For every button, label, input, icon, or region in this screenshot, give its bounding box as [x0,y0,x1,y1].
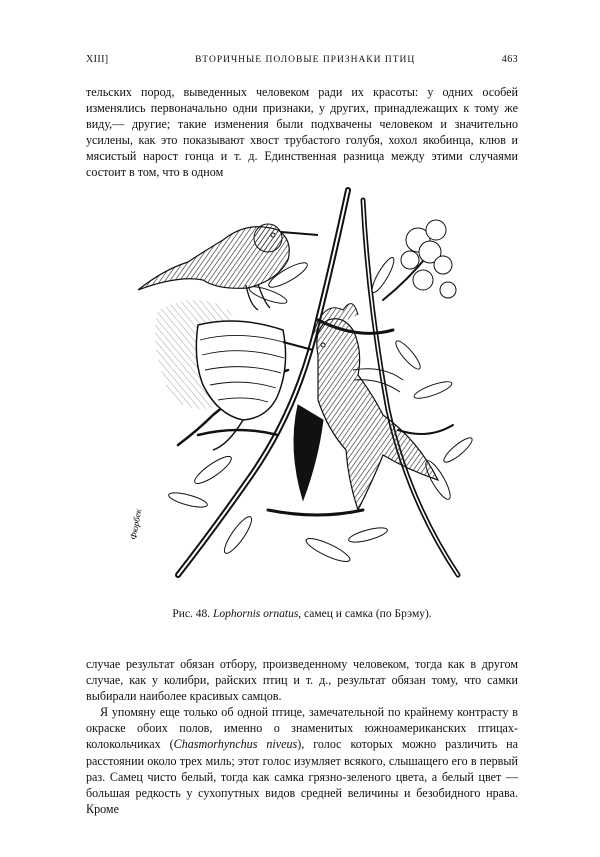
caption-prefix: Рис. 48. [172,608,211,620]
paragraph-2-start: Я упомяну еще только об одной птице, замечательной по крайнему контрасту в окраске обоих полов, именно о знаменитых южноамериканских птицах-колокольчиках ( [86,705,518,752]
figure-caption [86,608,518,620]
caption-suffix: , самец и самка (по Брэму). [298,608,432,620]
running-title: ВТОРИЧНЫЕ ПОЛОВЫЕ ПРИЗНАКИ ПТИЦ [195,55,416,65]
figure-hummingbirds-engraving [118,180,478,590]
flower-cluster [401,220,456,298]
running-head [86,54,518,65]
engraving-illustration [118,180,478,590]
caption-species: Lophornis ornatus [212,608,299,620]
species-name: Chasmorhynchus niveus [173,737,298,752]
text-block-top [86,84,518,181]
paragraph-continued: тельских пород, выведенных человеком ради их красоты: у одних особей изменялись первоначально одни признаки, у других, принадлежащих к тому же виду,— другие; такие изменения были подхвачены человеком и значительно усилены, как это показывают хвост трубастого голубя, хохол якобинца, клюв и мясистый нарост гонца и т. д. Единственная разница между этими случаями состоит в том, что в одном [86,85,518,180]
paragraph-2-end: ), голос которых можно различить на расстоянии около трех миль; этот голос изумляет всякого, слышащего его в первый раз. Самец чисто белый, тогда как самка грязно-зеленого цвета, а белый цвет — большая редкость у сухопутных видов средней величины и безобидного нрава. Кроме [86,737,518,816]
male-hummingbird [283,304,438,510]
page-number: 463 [501,54,518,65]
text-block-bottom [86,656,518,817]
paragraph-2 [86,704,518,817]
paragraph-1: случае результат обязан отбору, произведенному человеком, тогда как в другом случае, как у колибри, райских птиц и т. д., результат обязан тому, что самки выбирали наиболее красивых самцов. [86,657,518,704]
chapter-number: XIII] [86,54,109,65]
engraver-signature: Фюрбек [128,508,144,541]
